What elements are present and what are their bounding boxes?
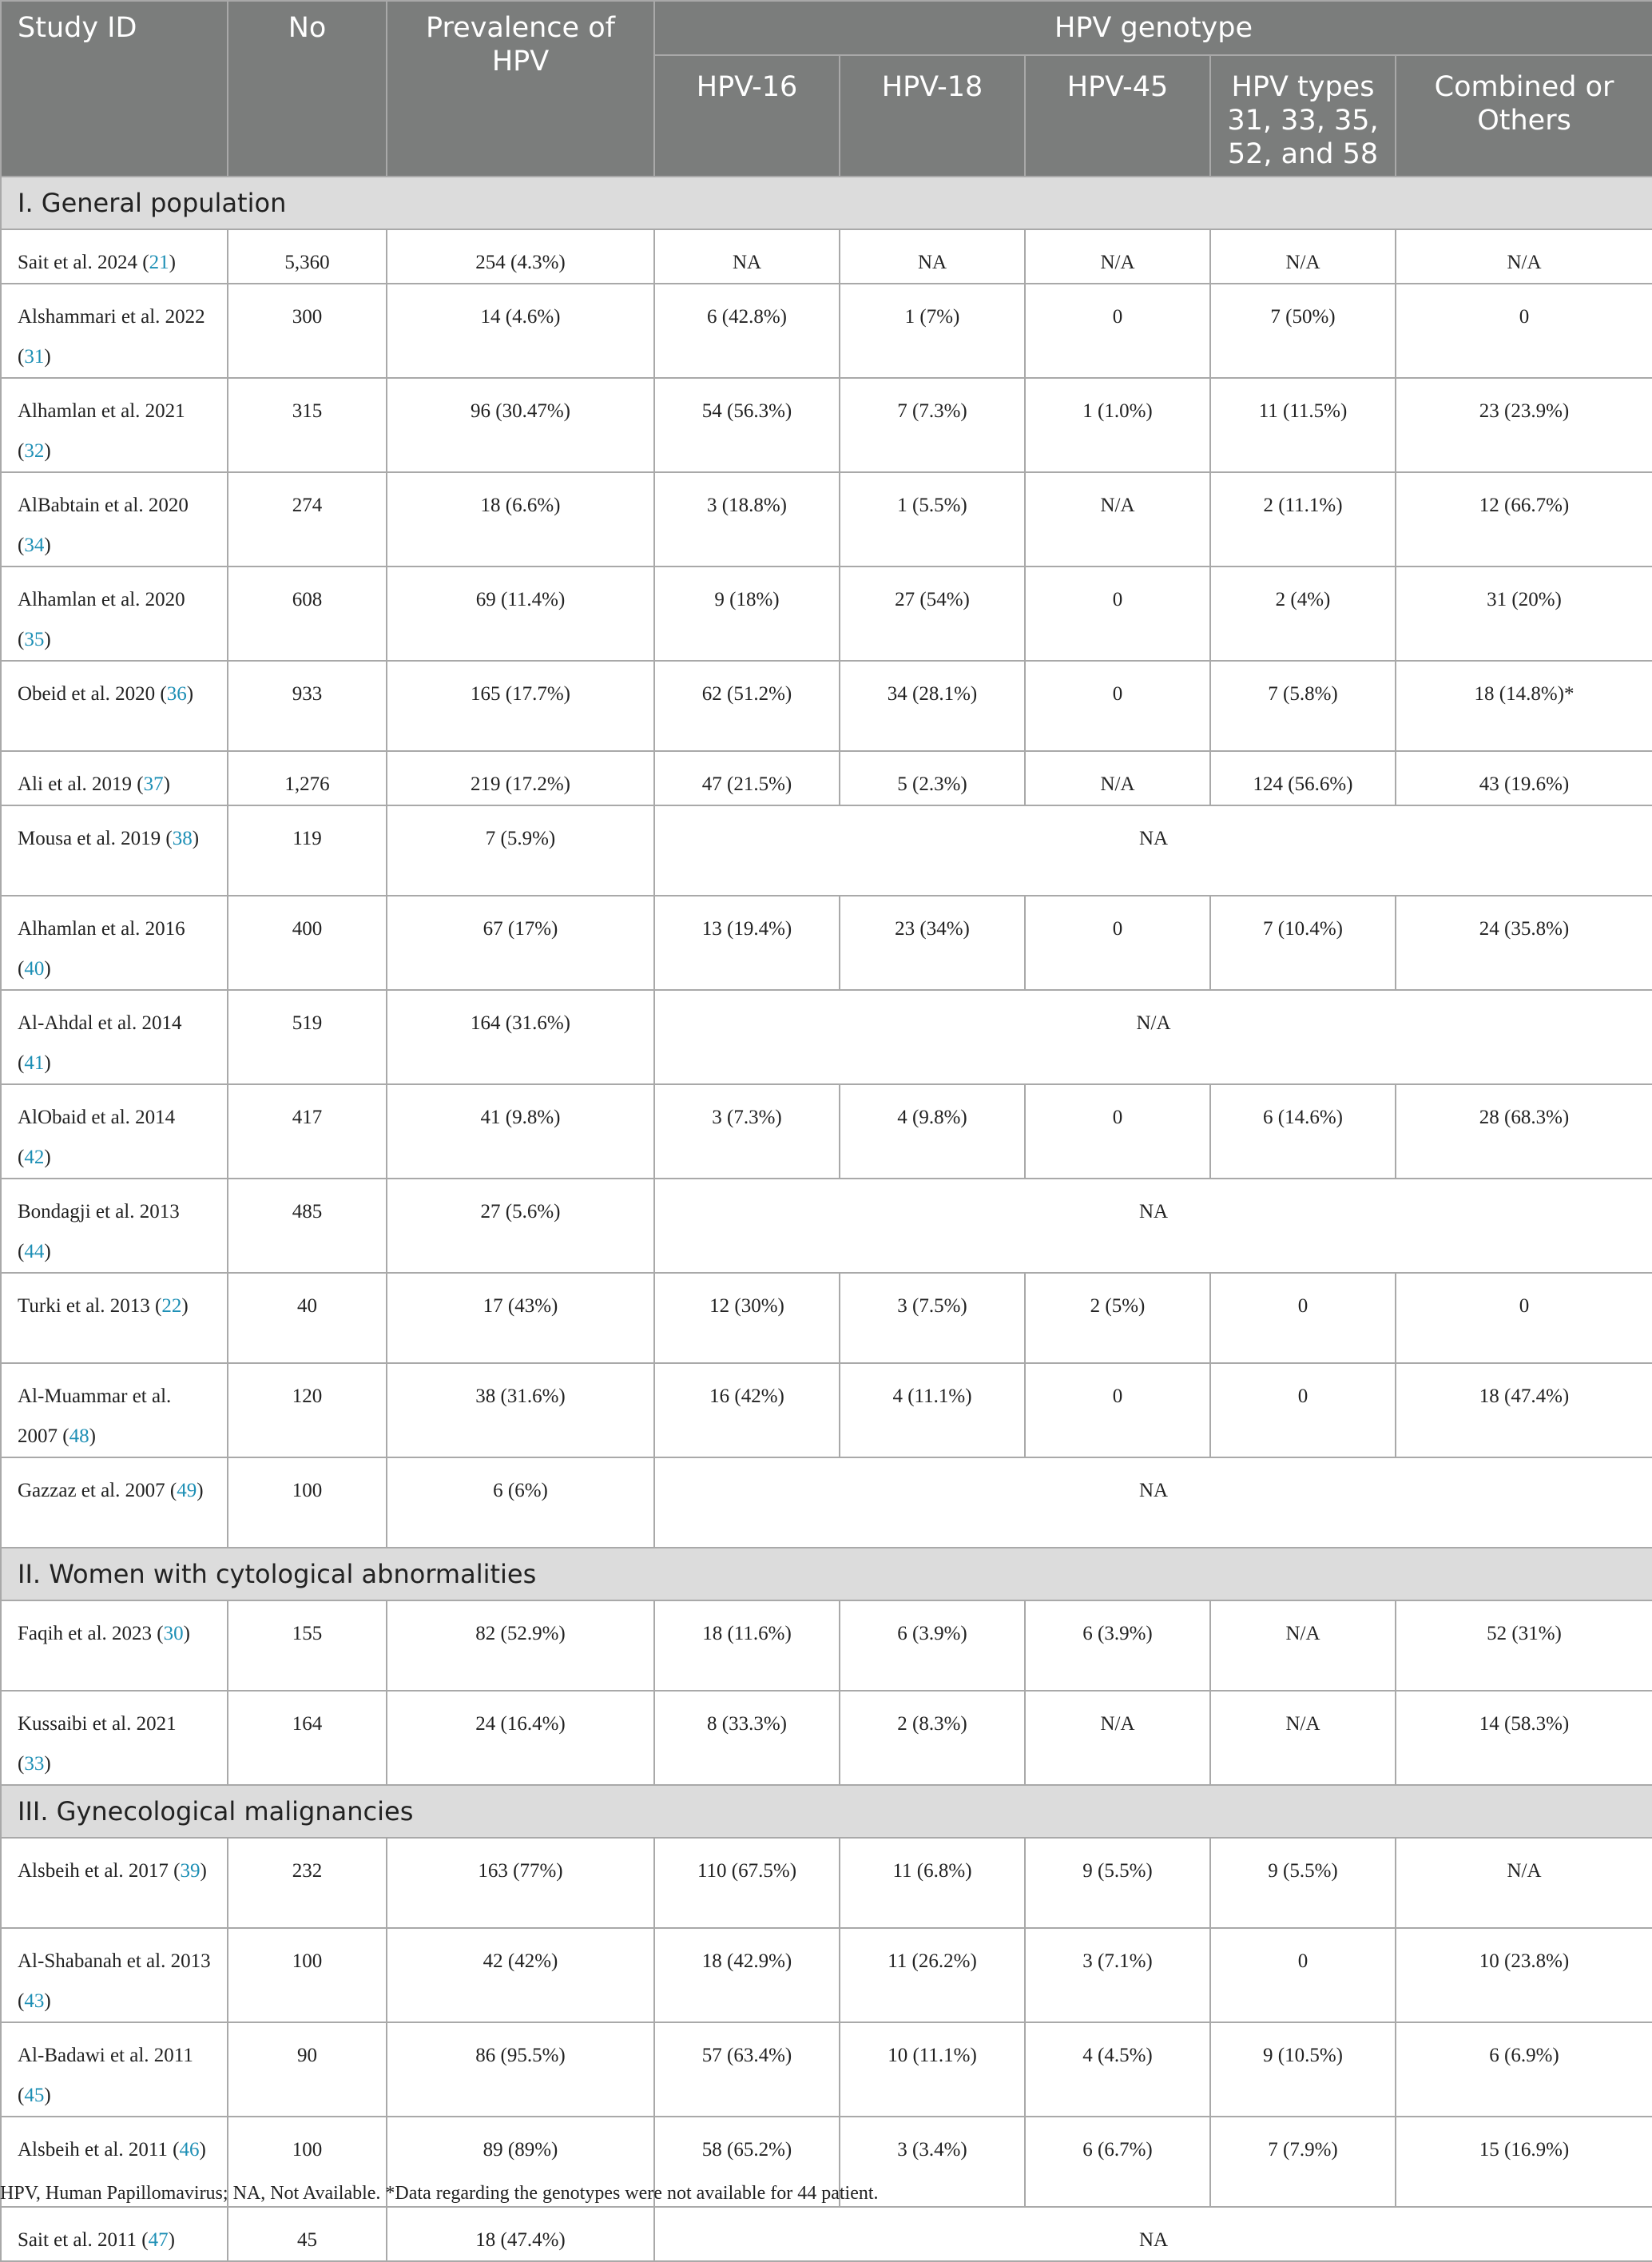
hpv-types-cell: 7 (10.4%) bbox=[1210, 896, 1396, 990]
combined-others-cell: 28 (68.3%) bbox=[1396, 1084, 1652, 1179]
combined-others-cell: 6 (6.9%) bbox=[1396, 2022, 1652, 2117]
hpv45-cell: N/A bbox=[1025, 751, 1210, 805]
combined-others-cell: 12 (66.7%) bbox=[1396, 472, 1652, 566]
combined-others-cell: 43 (19.6%) bbox=[1396, 751, 1652, 805]
hpv16-cell: 62 (51.2%) bbox=[654, 661, 840, 751]
reference-link[interactable]: 35 bbox=[24, 629, 45, 650]
prevalence-cell: 163 (77%) bbox=[387, 1838, 654, 1928]
reference-link[interactable]: 32 bbox=[24, 440, 45, 462]
hpv16-cell: 8 (33.3%) bbox=[654, 1691, 840, 1785]
hpv18-cell: 1 (7%) bbox=[840, 284, 1025, 378]
study-id-cell: Al-Muammar et al. 2007 (48) bbox=[1, 1363, 228, 1457]
sample-size-cell: 155 bbox=[228, 1600, 387, 1691]
hpv16-cell: 18 (42.9%) bbox=[654, 1928, 840, 2022]
table-row bbox=[1, 284, 1652, 378]
study-name: Kussaibi et al. 2021 ( bbox=[18, 1713, 177, 1775]
hpv45-cell: 3 (7.1%) bbox=[1025, 1928, 1210, 2022]
prevalence-cell: 18 (6.6%) bbox=[387, 472, 654, 566]
table-row bbox=[1, 1691, 1652, 1785]
prevalence-cell: 82 (52.9%) bbox=[387, 1600, 654, 1691]
sample-size-cell: 485 bbox=[228, 1179, 387, 1273]
prevalence-cell: 7 (5.9%) bbox=[387, 805, 654, 896]
section-title: III. Gynecological malignancies bbox=[1, 1785, 1652, 1838]
hpv18-cell: 5 (2.3%) bbox=[840, 751, 1025, 805]
table-row bbox=[1, 990, 1652, 1084]
hpv18-cell: 11 (26.2%) bbox=[840, 1928, 1025, 2022]
study-id-cell: Alsbeih et al. 2017 (39) bbox=[1, 1838, 228, 1928]
hpv45-cell: N/A bbox=[1025, 1691, 1210, 1785]
hpv16-cell: 3 (18.8%) bbox=[654, 472, 840, 566]
study-id-cell: AlBabtain et al. 2020 (34) bbox=[1, 472, 228, 566]
table-row bbox=[1, 751, 1652, 805]
prevalence-cell: 6 (6%) bbox=[387, 1457, 654, 1548]
section-header-row bbox=[1, 1548, 1652, 1600]
combined-others-cell: 23 (23.9%) bbox=[1396, 378, 1652, 472]
prevalence-cell: 69 (11.4%) bbox=[387, 566, 654, 661]
hpv16-cell: 12 (30%) bbox=[654, 1273, 840, 1363]
table-row bbox=[1, 378, 1652, 472]
hpv-types-cell: 7 (7.9%) bbox=[1210, 2117, 1396, 2207]
section-header-row bbox=[1, 1785, 1652, 1838]
hpv16-cell: NA bbox=[654, 229, 840, 284]
study-id-cell: Turki et al. 2013 (22) bbox=[1, 1273, 228, 1363]
prevalence-cell: 164 (31.6%) bbox=[387, 990, 654, 1084]
hpv18-cell: 34 (28.1%) bbox=[840, 661, 1025, 751]
prevalence-cell: 96 (30.47%) bbox=[387, 378, 654, 472]
reference-link[interactable]: 39 bbox=[180, 1860, 201, 1882]
reference-link[interactable]: 48 bbox=[69, 1425, 89, 1447]
prevalence-cell: 165 (17.7%) bbox=[387, 661, 654, 751]
hpv45-cell: 0 bbox=[1025, 896, 1210, 990]
reference-link[interactable]: 22 bbox=[161, 1295, 182, 1317]
section-title: I. General population bbox=[1, 177, 1652, 229]
sample-size-cell: 164 bbox=[228, 1691, 387, 1785]
study-name: Ali et al. 2019 ( bbox=[18, 773, 144, 795]
prevalence-cell: 41 (9.8%) bbox=[387, 1084, 654, 1179]
header-study-id: Study ID bbox=[1, 1, 228, 177]
reference-link[interactable]: 45 bbox=[24, 2085, 45, 2106]
header-no: No bbox=[228, 1, 387, 177]
study-id-cell: Al-Ahdal et al. 2014 (41) bbox=[1, 990, 228, 1084]
header-hpv-types bbox=[1210, 55, 1396, 177]
sample-size-cell: 120 bbox=[228, 1363, 387, 1457]
study-name: Sait et al. 2024 ( bbox=[18, 252, 149, 273]
reference-link[interactable]: 43 bbox=[24, 1990, 45, 2012]
prevalence-cell: 254 (4.3%) bbox=[387, 229, 654, 284]
prevalence-cell: 86 (95.5%) bbox=[387, 2022, 654, 2117]
study-id-cell: Alsbeih et al. 2011 (46) bbox=[1, 2117, 228, 2207]
combined-others-cell: 31 (20%) bbox=[1396, 566, 1652, 661]
table-row bbox=[1, 2207, 1652, 2261]
header-hpv45: HPV-45 bbox=[1025, 55, 1210, 177]
hpv18-cell: 11 (6.8%) bbox=[840, 1838, 1025, 1928]
study-id-cell: Obeid et al. 2020 (36) bbox=[1, 661, 228, 751]
study-name: Alsbeih et al. 2011 ( bbox=[18, 2139, 180, 2161]
table-row bbox=[1, 1600, 1652, 1691]
study-id-cell: Alshammari et al. 2022 (31) bbox=[1, 284, 228, 378]
study-name: Al-Shabanah et al. 2013 ( bbox=[18, 1950, 211, 2012]
hpv45-cell: 4 (4.5%) bbox=[1025, 2022, 1210, 2117]
hpv18-cell: 27 (54%) bbox=[840, 566, 1025, 661]
hpv45-cell: 0 bbox=[1025, 1363, 1210, 1457]
header-prevalence bbox=[387, 1, 654, 177]
study-name: Alhamlan et al. 2021 ( bbox=[18, 400, 185, 462]
header-hpv-types-line1: HPV types bbox=[1231, 71, 1375, 103]
header-hpv16: HPV-16 bbox=[654, 55, 840, 177]
genotype-merged-cell: NA bbox=[654, 1457, 1652, 1548]
reference-link[interactable]: 33 bbox=[24, 1753, 45, 1775]
hpv16-cell: 3 (7.3%) bbox=[654, 1084, 840, 1179]
study-id-cell: Kussaibi et al. 2021 (33) bbox=[1, 1691, 228, 1785]
reference-link[interactable]: 21 bbox=[149, 252, 169, 273]
reference-link[interactable]: 38 bbox=[172, 828, 193, 849]
genotype-merged-cell: NA bbox=[654, 805, 1652, 896]
hpv-types-cell: 0 bbox=[1210, 1928, 1396, 2022]
hpv45-cell: 6 (6.7%) bbox=[1025, 2117, 1210, 2207]
hpv18-cell: NA bbox=[840, 229, 1025, 284]
hpv-types-cell: 11 (11.5%) bbox=[1210, 378, 1396, 472]
study-id-cell: Sait et al. 2024 (21) bbox=[1, 229, 228, 284]
hpv16-cell: 47 (21.5%) bbox=[654, 751, 840, 805]
hpv18-cell: 3 (3.4%) bbox=[840, 2117, 1025, 2207]
study-name: Alsbeih et al. 2017 ( bbox=[18, 1860, 181, 1882]
sample-size-cell: 100 bbox=[228, 2117, 387, 2207]
header-combined-line2: Others bbox=[1477, 105, 1571, 137]
reference-link[interactable]: 37 bbox=[143, 773, 164, 795]
combined-others-cell: N/A bbox=[1396, 229, 1652, 284]
prevalence-cell: 67 (17%) bbox=[387, 896, 654, 990]
study-id-cell: Bondagji et al. 2013 (44) bbox=[1, 1179, 228, 1273]
study-id-cell: Ali et al. 2019 (37) bbox=[1, 751, 228, 805]
table-row bbox=[1, 2022, 1652, 2117]
hpv16-cell: 6 (42.8%) bbox=[654, 284, 840, 378]
study-name: Alhamlan et al. 2016 ( bbox=[18, 918, 185, 980]
hpv45-cell: N/A bbox=[1025, 472, 1210, 566]
table-row bbox=[1, 1179, 1652, 1273]
hpv45-cell: 0 bbox=[1025, 566, 1210, 661]
prevalence-cell: 17 (43%) bbox=[387, 1273, 654, 1363]
genotype-merged-cell: N/A bbox=[654, 990, 1652, 1084]
table-row bbox=[1, 1457, 1652, 1548]
combined-others-cell: 10 (23.8%) bbox=[1396, 1928, 1652, 2022]
study-name: Turki et al. 2013 ( bbox=[18, 1295, 162, 1317]
sample-size-cell: 608 bbox=[228, 566, 387, 661]
hpv45-cell: 6 (3.9%) bbox=[1025, 1600, 1210, 1691]
section-header-row bbox=[1, 177, 1652, 229]
reference-link[interactable]: 31 bbox=[24, 346, 45, 368]
header-hpv-genotype: HPV genotype bbox=[654, 1, 1652, 55]
sample-size-cell: 417 bbox=[228, 1084, 387, 1179]
table-row bbox=[1, 472, 1652, 566]
sample-size-cell: 45 bbox=[228, 2207, 387, 2261]
header-combined-line1: Combined or bbox=[1434, 71, 1614, 103]
hpv18-cell: 3 (7.5%) bbox=[840, 1273, 1025, 1363]
reference-link[interactable]: 30 bbox=[163, 1623, 184, 1644]
header-hpv18: HPV-18 bbox=[840, 55, 1025, 177]
study-name: Sait et al. 2011 ( bbox=[18, 2229, 149, 2251]
study-id-cell: Gazzaz et al. 2007 (49) bbox=[1, 1457, 228, 1548]
hpv18-cell: 10 (11.1%) bbox=[840, 2022, 1025, 2117]
hpv45-cell: 0 bbox=[1025, 1084, 1210, 1179]
study-name: Faqih et al. 2023 ( bbox=[18, 1623, 164, 1644]
study-name: Al-Muammar et al. 2007 ( bbox=[18, 1385, 172, 1447]
prevalence-cell: 219 (17.2%) bbox=[387, 751, 654, 805]
hpv16-cell: 13 (19.4%) bbox=[654, 896, 840, 990]
hpv45-cell: N/A bbox=[1025, 229, 1210, 284]
table-row bbox=[1, 661, 1652, 751]
hpv-types-cell: 7 (50%) bbox=[1210, 284, 1396, 378]
hpv-types-cell: N/A bbox=[1210, 1600, 1396, 1691]
prevalence-cell: 42 (42%) bbox=[387, 1928, 654, 2022]
study-id-cell: Alhamlan et al. 2016 (40) bbox=[1, 896, 228, 990]
hpv-types-cell: 6 (14.6%) bbox=[1210, 1084, 1396, 1179]
hpv16-cell: 58 (65.2%) bbox=[654, 2117, 840, 2207]
header-hpv-types-line3: 52, and 58 bbox=[1227, 138, 1379, 170]
study-name: AlObaid et al. 2014 ( bbox=[18, 1107, 176, 1168]
hpv45-cell: 2 (5%) bbox=[1025, 1273, 1210, 1363]
genotype-merged-cell: NA bbox=[654, 2207, 1652, 2261]
study-id-cell: Al-Badawi et al. 2011 (45) bbox=[1, 2022, 228, 2117]
sample-size-cell: 519 bbox=[228, 990, 387, 1084]
study-id-cell: Faqih et al. 2023 (30) bbox=[1, 1600, 228, 1691]
hpv45-cell: 9 (5.5%) bbox=[1025, 1838, 1210, 1928]
hpv16-cell: 18 (11.6%) bbox=[654, 1600, 840, 1691]
study-id-cell: Alhamlan et al. 2021 (32) bbox=[1, 378, 228, 472]
header-prevalence-line2: HPV bbox=[491, 46, 550, 78]
table-row bbox=[1, 1838, 1652, 1928]
prevalence-cell: 38 (31.6%) bbox=[387, 1363, 654, 1457]
study-id-cell: Mousa et al. 2019 (38) bbox=[1, 805, 228, 896]
hpv18-cell: 23 (34%) bbox=[840, 896, 1025, 990]
table-row bbox=[1, 1273, 1652, 1363]
hpv45-cell: 0 bbox=[1025, 661, 1210, 751]
hpv16-cell: 54 (56.3%) bbox=[654, 378, 840, 472]
hpv-types-cell: 7 (5.8%) bbox=[1210, 661, 1396, 751]
sample-size-cell: 232 bbox=[228, 1838, 387, 1928]
combined-others-cell: 18 (14.8%)* bbox=[1396, 661, 1652, 751]
study-name: Alhamlan et al. 2020 ( bbox=[18, 589, 185, 650]
hpv18-cell: 7 (7.3%) bbox=[840, 378, 1025, 472]
sample-size-cell: 1,276 bbox=[228, 751, 387, 805]
study-id-cell: AlObaid et al. 2014 (42) bbox=[1, 1084, 228, 1179]
hpv-types-cell: 2 (11.1%) bbox=[1210, 472, 1396, 566]
hpv16-cell: 16 (42%) bbox=[654, 1363, 840, 1457]
sample-size-cell: 400 bbox=[228, 896, 387, 990]
study-name: Obeid et al. 2020 ( bbox=[18, 683, 167, 705]
study-name: Al-Ahdal et al. 2014 ( bbox=[18, 1012, 182, 1074]
sample-size-cell: 100 bbox=[228, 1928, 387, 2022]
combined-others-cell: N/A bbox=[1396, 1838, 1652, 1928]
hpv-types-cell: 9 (5.5%) bbox=[1210, 1838, 1396, 1928]
reference-link[interactable]: 34 bbox=[24, 535, 45, 556]
combined-others-cell: 24 (35.8%) bbox=[1396, 896, 1652, 990]
reference-link[interactable]: 41 bbox=[24, 1052, 45, 1074]
table-row bbox=[1, 566, 1652, 661]
hpv18-cell: 1 (5.5%) bbox=[840, 472, 1025, 566]
sample-size-cell: 100 bbox=[228, 1457, 387, 1548]
header-prevalence-line1: Prevalence of bbox=[426, 12, 615, 44]
study-name: Bondagji et al. 2013 ( bbox=[18, 1201, 180, 1262]
study-id-cell: Sait et al. 2011 (47) bbox=[1, 2207, 228, 2261]
combined-others-cell: 0 bbox=[1396, 284, 1652, 378]
hpv45-cell: 0 bbox=[1025, 284, 1210, 378]
table-row bbox=[1, 1928, 1652, 2022]
hpv16-cell: 57 (63.4%) bbox=[654, 2022, 840, 2117]
hpv18-cell: 6 (3.9%) bbox=[840, 1600, 1025, 1691]
sample-size-cell: 90 bbox=[228, 2022, 387, 2117]
hpv-types-cell: 9 (10.5%) bbox=[1210, 2022, 1396, 2117]
reference-link[interactable]: 36 bbox=[166, 683, 187, 705]
study-name: Mousa et al. 2019 ( bbox=[18, 828, 173, 849]
reference-link[interactable]: 42 bbox=[24, 1147, 45, 1168]
header-combined-others bbox=[1396, 55, 1652, 177]
combined-others-cell: 15 (16.9%) bbox=[1396, 2117, 1652, 2207]
combined-others-cell: 52 (31%) bbox=[1396, 1600, 1652, 1691]
hpv-types-cell: 124 (56.6%) bbox=[1210, 751, 1396, 805]
sample-size-cell: 933 bbox=[228, 661, 387, 751]
table-row bbox=[1, 1084, 1652, 1179]
table-body bbox=[1, 177, 1652, 2261]
study-name: Gazzaz et al. 2007 ( bbox=[18, 1480, 177, 1501]
combined-others-cell: 0 bbox=[1396, 1273, 1652, 1363]
study-name: Alshammari et al. 2022 ( bbox=[18, 306, 205, 368]
hpv16-cell: 110 (67.5%) bbox=[654, 1838, 840, 1928]
prevalence-cell: 18 (47.4%) bbox=[387, 2207, 654, 2261]
header-hpv-types-line2: 31, 33, 35, bbox=[1227, 105, 1379, 137]
study-id-cell: Alhamlan et al. 2020 (35) bbox=[1, 566, 228, 661]
prevalence-cell: 89 (89%) bbox=[387, 2117, 654, 2207]
hpv-types-cell: N/A bbox=[1210, 1691, 1396, 1785]
study-name: AlBabtain et al. 2020 ( bbox=[18, 495, 189, 556]
section-title: II. Women with cytological abnormalities bbox=[1, 1548, 1652, 1600]
prevalence-cell: 24 (16.4%) bbox=[387, 1691, 654, 1785]
sample-size-cell: 300 bbox=[228, 284, 387, 378]
hpv16-cell: 9 (18%) bbox=[654, 566, 840, 661]
sample-size-cell: 5,360 bbox=[228, 229, 387, 284]
table-row bbox=[1, 805, 1652, 896]
reference-link[interactable]: 47 bbox=[148, 2229, 169, 2251]
sample-size-cell: 119 bbox=[228, 805, 387, 896]
table-row bbox=[1, 1363, 1652, 1457]
reference-link[interactable]: 44 bbox=[24, 1241, 45, 1262]
table-footnote: HPV, Human Papillomavirus; NA, Not Available. *Data regarding the genotypes were not available for 44 patient. bbox=[0, 2183, 879, 2204]
hpv18-cell: 2 (8.3%) bbox=[840, 1691, 1025, 1785]
prevalence-cell: 27 (5.6%) bbox=[387, 1179, 654, 1273]
combined-others-cell: 14 (58.3%) bbox=[1396, 1691, 1652, 1785]
reference-link[interactable]: 49 bbox=[177, 1480, 197, 1501]
hpv45-cell: 1 (1.0%) bbox=[1025, 378, 1210, 472]
sample-size-cell: 315 bbox=[228, 378, 387, 472]
sample-size-cell: 274 bbox=[228, 472, 387, 566]
study-id-cell: Al-Shabanah et al. 2013 (43) bbox=[1, 1928, 228, 2022]
genotype-merged-cell: NA bbox=[654, 1179, 1652, 1273]
hpv-types-cell: 0 bbox=[1210, 1363, 1396, 1457]
hpv-types-cell: N/A bbox=[1210, 229, 1396, 284]
hpv18-cell: 4 (9.8%) bbox=[840, 1084, 1025, 1179]
reference-link[interactable]: 46 bbox=[179, 2139, 200, 2161]
hpv-types-cell: 2 (4%) bbox=[1210, 566, 1396, 661]
hpv18-cell: 4 (11.1%) bbox=[840, 1363, 1025, 1457]
table-row bbox=[1, 896, 1652, 990]
combined-others-cell: 18 (47.4%) bbox=[1396, 1363, 1652, 1457]
sample-size-cell: 40 bbox=[228, 1273, 387, 1363]
study-name: Al-Badawi et al. 2011 ( bbox=[18, 2045, 193, 2106]
reference-link[interactable]: 40 bbox=[24, 958, 45, 980]
hpv-types-cell: 0 bbox=[1210, 1273, 1396, 1363]
prevalence-cell: 14 (4.6%) bbox=[387, 284, 654, 378]
table-row bbox=[1, 229, 1652, 284]
